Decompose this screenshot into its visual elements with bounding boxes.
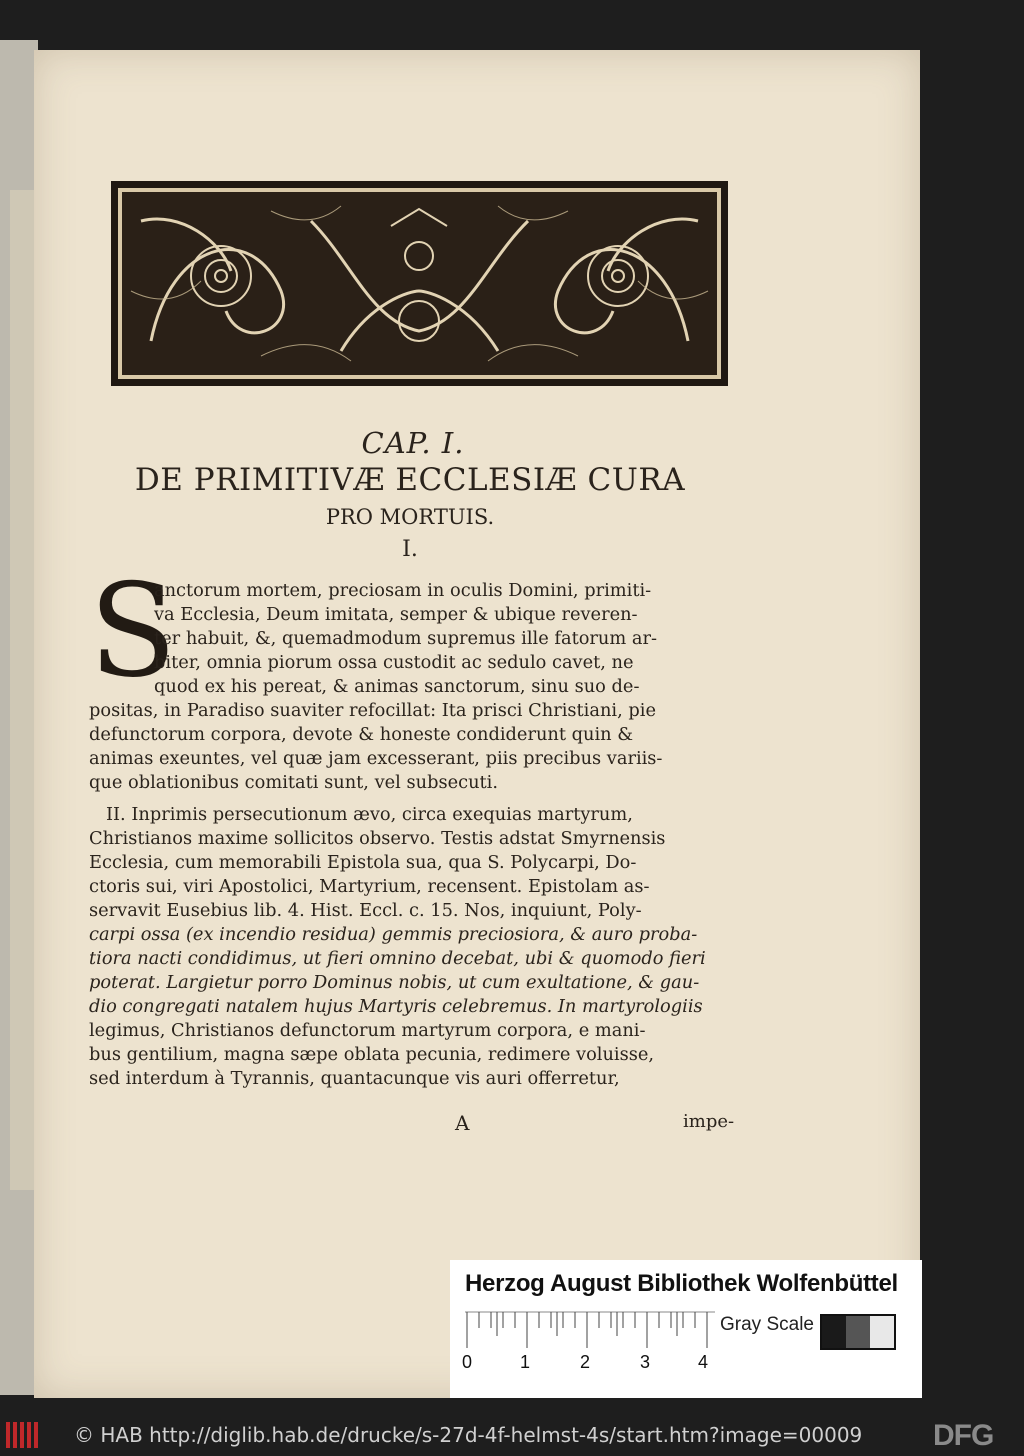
text-line: defunctorum corpora, devote & honeste condiderunt quin & xyxy=(89,724,634,745)
adjacent-page-strip xyxy=(10,190,36,1190)
library-name: Herzog August Bibliothek Wolfenbüttel xyxy=(465,1270,898,1297)
ruler-icon xyxy=(465,1308,715,1352)
text-line: II. Inprimis persecutionum ævo, circa exequias martyrum, xyxy=(106,804,633,825)
text-line: dio congregati natalem hujus Martyris celebremus. In martyrologiis xyxy=(89,996,703,1017)
text-line: poterat. Largietur porro Dominus nobis, ut cum exultatione, & gau- xyxy=(89,972,700,993)
woodcut-ornament-headpiece xyxy=(111,181,728,386)
text-line: Christianos maxime sollicitos observo. Testis adstat Smyrnensis xyxy=(89,828,666,849)
text-line: bus gentilium, magna sæpe oblata pecunia, redimere voluisse, xyxy=(89,1044,655,1065)
chapter-title-line-1: DE PRIMITIVÆ ECCLESIÆ CURA xyxy=(134,462,686,498)
scale-number: 4 xyxy=(698,1352,709,1372)
scale-number: 1 xyxy=(520,1352,531,1372)
text-line: va Ecclesia, Deum imitata, semper & ubique reveren- xyxy=(154,604,638,625)
chapter-title-line-2: PRO MORTUIS. xyxy=(325,505,495,529)
copyright-url-text: © HAB http://diglib.hab.de/drucke/s-27d-4f-helmst-4s/start.htm?image=00009 xyxy=(74,1423,863,1447)
text-line: carpi ossa (ex incendio residua) gemmis preciosiora, & auro proba- xyxy=(89,924,698,945)
scale-number: 2 xyxy=(580,1352,591,1372)
text-line: quod ex his pereat, & animas sanctorum, sinu suo de- xyxy=(154,676,640,697)
gray-scale-label: Gray Scale xyxy=(720,1314,814,1335)
scale-number: 0 xyxy=(462,1352,473,1372)
text-line: biter, omnia piorum ossa custodit ac sedulo cavet, ne xyxy=(154,652,634,673)
signature-mark: A xyxy=(455,1111,470,1135)
dfg-logo: DFG xyxy=(933,1419,994,1452)
text-line: positas, in Paradiso suaviter refocillat: Ita prisci Christiani, pie xyxy=(89,700,656,721)
text-line: anctorum mortem, preciosam in oculis Domini, primiti- xyxy=(154,580,652,601)
text-line: Ecclesia, cum memorabili Epistola sua, qua S. Polycarpi, Do- xyxy=(89,852,637,873)
text-line: ter habuit, &, quemadmodum supremus ille fatorum ar- xyxy=(154,628,658,649)
text-line: sed interdum à Tyrannis, quantacunque vis auri offerretur, xyxy=(89,1068,620,1089)
text-line: que oblationibus comitati sunt, vel subsecuti. xyxy=(89,772,499,793)
scale-number: 3 xyxy=(640,1352,651,1372)
text-line: legimus, Christianos defunctorum martyrum corpora, e mani- xyxy=(89,1020,646,1041)
gray-scale-swatches xyxy=(820,1314,896,1350)
drop-cap: S xyxy=(89,557,177,706)
text-line: ctoris sui, viri Apostolici, Martyrium, recensent. Epistolam as- xyxy=(89,876,650,897)
text-line: servavit Eusebius lib. 4. Hist. Eccl. c. 15. Nos, inquiunt, Poly- xyxy=(89,900,642,921)
chapter-number: CAP. I. xyxy=(361,426,465,460)
catchword: impe- xyxy=(683,1111,735,1132)
adjacent-page-edge xyxy=(0,40,38,1395)
text-line: animas exeuntes, vel quæ jam excesserant, piis precibus variis- xyxy=(89,748,663,769)
hab-logo-icon xyxy=(4,1418,44,1452)
section-number: I. xyxy=(402,537,418,562)
text-line: tiora nacti condidimus, ut fieri omnino decebat, ubi & quomodo fieri xyxy=(89,948,706,969)
